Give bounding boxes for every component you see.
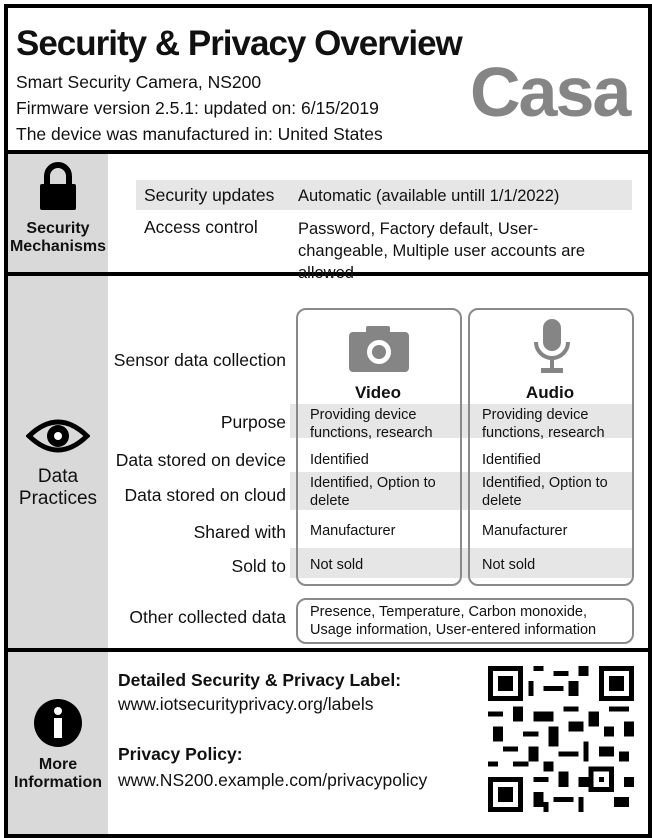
access-control-label: Access control	[144, 217, 258, 237]
audio-stored-cloud: Identified, Option to delete	[482, 475, 608, 509]
data-practices-sidebar	[8, 276, 108, 648]
row-label-sold: Sold to	[231, 556, 286, 576]
other-data-box	[296, 598, 634, 644]
row-label-stored-cloud: Data stored on cloud	[124, 485, 286, 505]
brand-logo: Casa	[470, 53, 630, 131]
security-updates-value: Automatic (available untill 1/1/2022)	[298, 187, 560, 205]
eye-icon	[26, 414, 90, 458]
header	[8, 8, 648, 154]
row-label-stored-device: Data stored on device	[115, 450, 286, 470]
audio-shared-with: Manufacturer	[482, 523, 568, 539]
video-purpose: Providing device functions, research	[310, 407, 433, 441]
more-info-title: More Information	[14, 756, 102, 792]
row-label-purpose: Purpose	[220, 412, 286, 432]
video-stored-cloud: Identified, Option to delete	[310, 475, 436, 509]
more-info-sidebar	[8, 652, 108, 834]
label-link-url[interactable]: www.iotsecurityprivacy.org/labels	[118, 694, 374, 714]
security-updates-label: Security updates	[144, 185, 275, 205]
other-data-label: Other collected data	[129, 607, 286, 627]
lock-icon	[36, 162, 80, 212]
sensor-data-label: Sensor data collection	[113, 350, 286, 370]
label-link-heading: Detailed Security & Privacy Label:	[118, 670, 402, 690]
qr-code[interactable]	[488, 666, 634, 812]
page-title: Security & Privacy Overview	[16, 24, 462, 63]
video-shared-with: Manufacturer	[310, 523, 396, 539]
security-sidebar	[8, 154, 108, 272]
camera-icon	[348, 324, 410, 374]
microphone-icon	[532, 318, 572, 376]
data-practices-section	[8, 276, 648, 652]
label-frame	[4, 4, 652, 838]
info-icon	[33, 698, 83, 748]
video-sold-to: Not sold	[310, 557, 364, 573]
device-name: Smart Security Camera, NS200	[16, 72, 262, 92]
access-control-value: Password, Factory default, User-changeable, Multiple user accounts are allowed	[298, 220, 586, 282]
video-column-header: Video	[355, 383, 401, 402]
video-stored-device: Identified	[310, 452, 369, 468]
more-info-section	[8, 652, 648, 834]
audio-purpose: Providing device functions, research	[482, 407, 605, 441]
privacy-policy-heading: Privacy Policy:	[118, 744, 243, 764]
row-label-shared: Shared with	[193, 522, 286, 542]
other-data-value: Presence, Temperature, Carbon monoxide, Usage information, User-entered information	[310, 604, 597, 638]
audio-stored-device: Identified	[482, 452, 541, 468]
audio-column-header: Audio	[525, 383, 575, 402]
firmware-version: Firmware version 2.5.1: updated on: 6/15/2019	[16, 98, 379, 118]
security-section-title: Security Mechanisms	[9, 220, 107, 256]
privacy-policy-url[interactable]: www.NS200.example.com/privacypolicy	[118, 770, 428, 790]
data-practices-title: Data Practices	[18, 466, 98, 509]
manufacture-origin: The device was manufactured in: United States	[16, 124, 383, 144]
security-section	[8, 154, 648, 282]
audio-sold-to: Not sold	[482, 557, 536, 573]
